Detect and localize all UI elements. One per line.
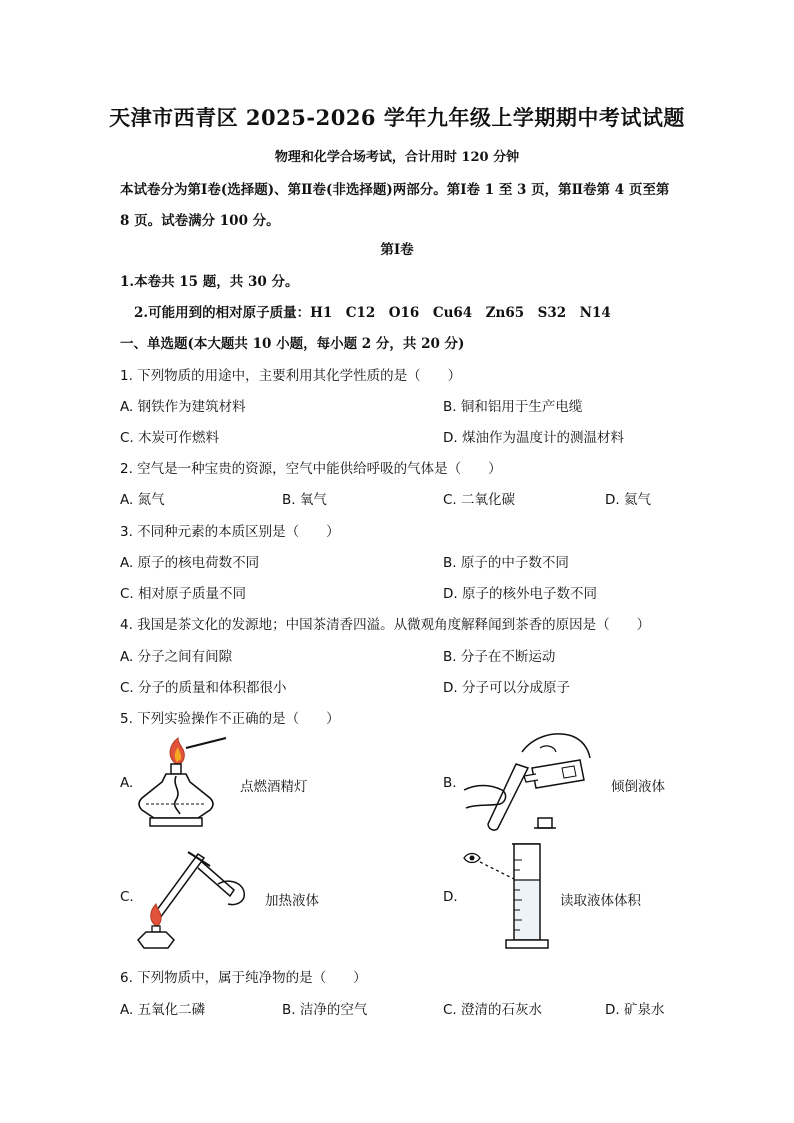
q5-image-label-b: 倾倒液体 bbox=[611, 779, 665, 795]
q1-option-a[interactable]: A. 钢铁作为建筑材料 bbox=[120, 399, 246, 415]
q1-option-d[interactable]: D. 煤油作为温度计的测温材料 bbox=[443, 430, 624, 446]
q5-option-a[interactable]: A. bbox=[120, 775, 134, 791]
q2-option-b[interactable]: B. 氧气 bbox=[282, 492, 327, 508]
intro-paragraph: 本试卷分为第Ⅰ卷(选择题)、第Ⅱ卷(非选择题)两部分。第Ⅰ卷 1 至 3 页，第Ⅱ卷第 4 页至第 8 页。试卷满分 100 分。 bbox=[120, 182, 670, 229]
q4-option-a[interactable]: A. 分子之间有间隙 bbox=[120, 649, 233, 665]
q6-option-c[interactable]: C. 澄清的石灰水 bbox=[443, 1002, 543, 1018]
q3-option-b[interactable]: B. 原子的中子数不同 bbox=[443, 555, 569, 571]
q6-option-b[interactable]: B. 洁净的空气 bbox=[282, 1002, 368, 1018]
question-1-stem: 1. 下列物质的用途中，主要利用其化学性质的是（ ） bbox=[120, 368, 462, 384]
page-subtitle: 物理和化学合场考试，合计用时 120 分钟 bbox=[274, 150, 520, 165]
q2-option-d[interactable]: D. 氦气 bbox=[605, 492, 651, 508]
question-2-stem: 2. 空气是一种宝贵的资源，空气中能供给呼吸的气体是（ ） bbox=[120, 461, 502, 477]
alcohol-lamp-lighting-icon bbox=[136, 734, 232, 832]
q2-option-a[interactable]: A. 氮气 bbox=[120, 492, 165, 508]
note-2: 2.可能用到的相对原子质量：H1 C12 O16 Cu64 Zn65 S32 N14 bbox=[134, 305, 611, 321]
q2-option-c[interactable]: C. 二氧化碳 bbox=[443, 492, 516, 508]
q4-option-c[interactable]: C. 分子的质量和体积都很小 bbox=[120, 680, 287, 696]
q5-option-b[interactable]: B. bbox=[443, 775, 457, 791]
q6-option-d[interactable]: D. 矿泉水 bbox=[605, 1002, 665, 1018]
q3-option-d[interactable]: D. 原子的核外电子数不同 bbox=[443, 586, 597, 602]
q5-option-c[interactable]: C. bbox=[120, 889, 134, 905]
q3-option-a[interactable]: A. 原子的核电荷数不同 bbox=[120, 555, 260, 571]
q1-option-b[interactable]: B. 铜和铝用于生产电缆 bbox=[443, 399, 583, 415]
pouring-liquid-icon bbox=[462, 728, 602, 836]
section-heading: 一、单选题(本大题共 10 小题，每小题 2 分，共 20 分) bbox=[120, 336, 465, 352]
q4-option-d[interactable]: D. 分子可以分成原子 bbox=[443, 680, 570, 696]
graduated-cylinder-reading-icon bbox=[464, 840, 554, 952]
q6-option-a[interactable]: A. 五氧化二磷 bbox=[120, 1002, 206, 1018]
question-3-stem: 3. 不同种元素的本质区别是（ ） bbox=[120, 524, 340, 540]
part-heading: 第Ⅰ卷 bbox=[380, 242, 414, 258]
question-5-stem: 5. 下列实验操作不正确的是（ ） bbox=[120, 711, 340, 727]
q1-option-c[interactable]: C. 木炭可作燃料 bbox=[120, 430, 220, 446]
q5-image-label-c: 加热液体 bbox=[265, 893, 319, 909]
question-4-stem: 4. 我国是茶文化的发源地；中国茶清香四溢。从微观角度解释闻到茶香的原因是（ ） bbox=[120, 617, 651, 633]
q4-option-b[interactable]: B. 分子在不断运动 bbox=[443, 649, 556, 665]
q5-image-label-d: 读取液体体积 bbox=[560, 893, 641, 909]
question-6-stem: 6. 下列物质中，属于纯净物的是（ ） bbox=[120, 970, 367, 986]
page-title: 天津市西青区 2025-2026 学年九年级上学期期中考试试题 bbox=[109, 105, 685, 130]
q5-option-d[interactable]: D. bbox=[443, 889, 458, 905]
heating-test-tube-icon bbox=[138, 844, 248, 950]
note-1: 1.本卷共 15 题，共 30 分。 bbox=[120, 274, 299, 290]
q5-image-label-a: 点燃酒精灯 bbox=[240, 779, 308, 795]
q3-option-c[interactable]: C. 相对原子质量不同 bbox=[120, 586, 247, 602]
